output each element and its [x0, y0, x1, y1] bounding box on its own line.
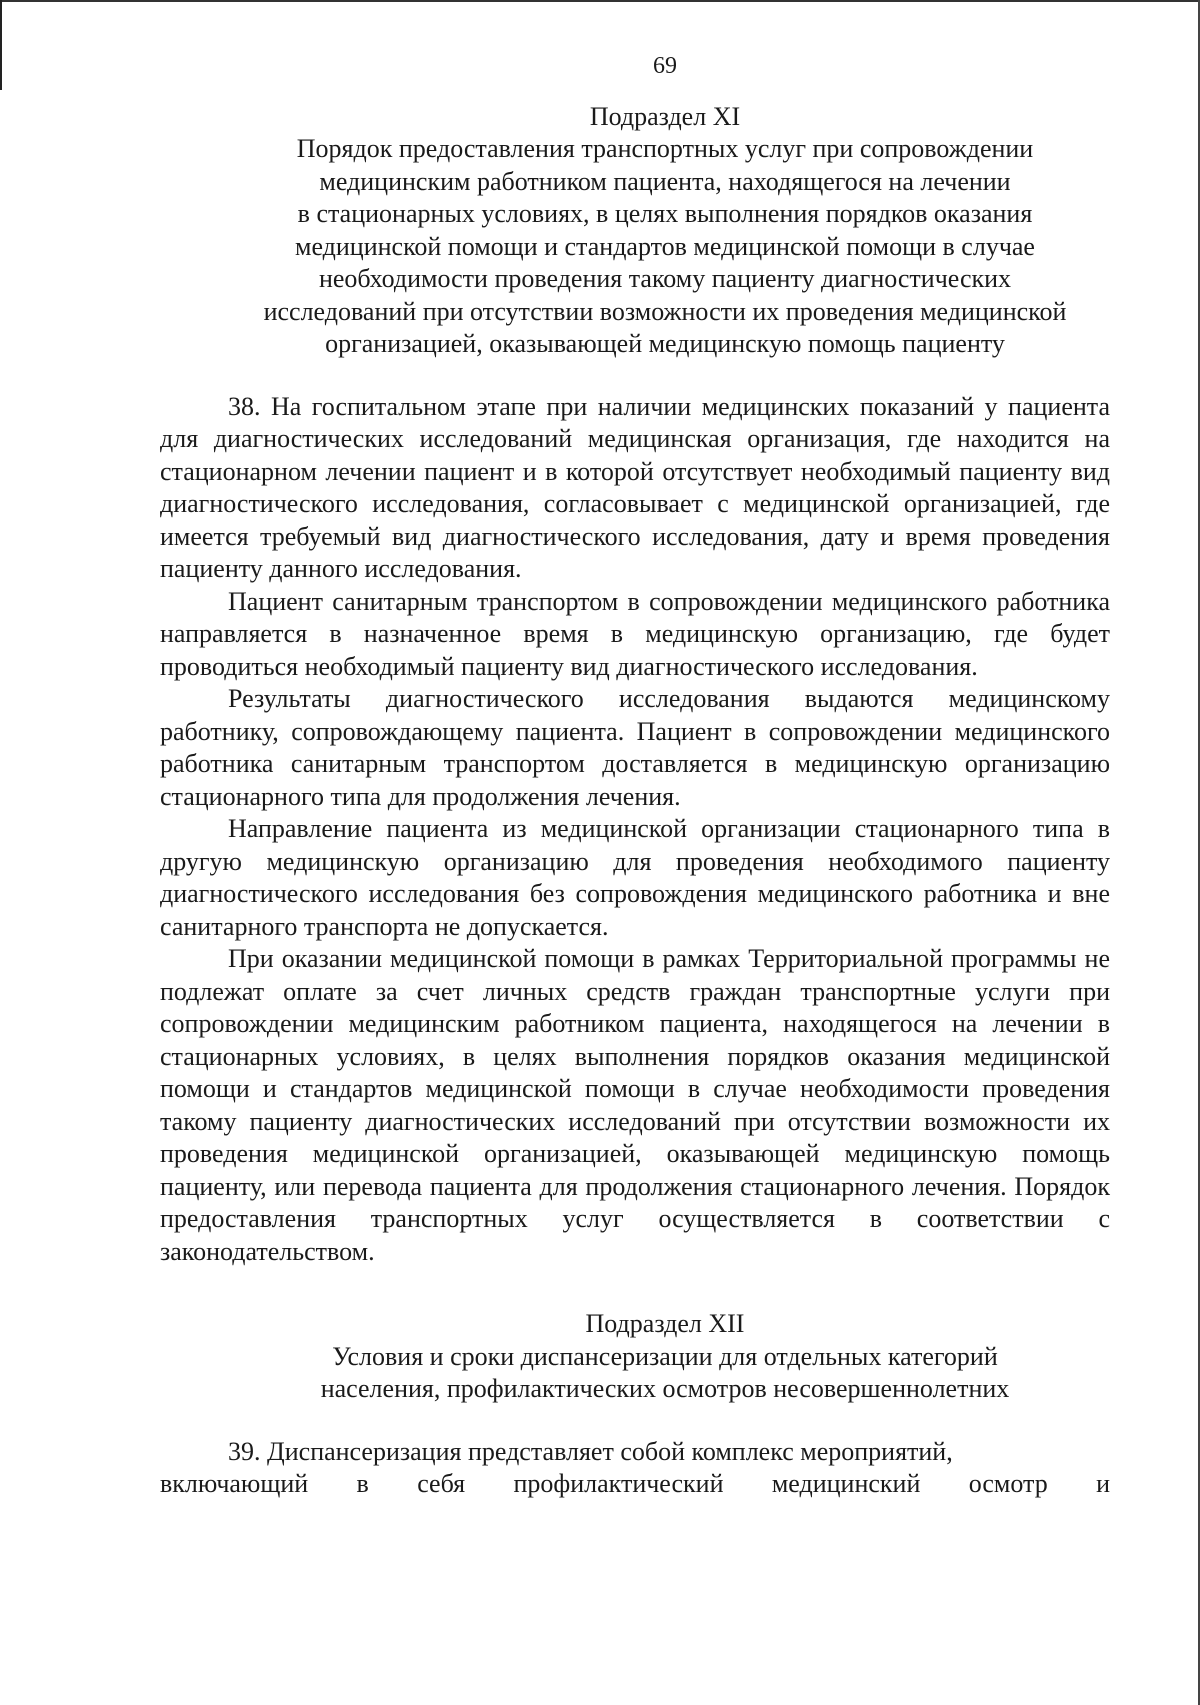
title-line: исследований при отсутствии возможности их проведения медицинской [263, 296, 1067, 326]
subsection-12-title [190, 1341, 1140, 1406]
document-page [160, 50, 1110, 1501]
title-line: медицинским работником пациента, находящегося на лечении [319, 166, 1011, 196]
scan-edge-top [0, 0, 1200, 2]
paragraph-39 [160, 1436, 1110, 1469]
title-line: организацией, оказывающей медицинскую помощь пациенту [325, 329, 1005, 358]
title-line: Порядок предоставления транспортных услуг при сопровождении [296, 134, 1034, 163]
title-line: медицинской помощи и стандартов медицинской помощи в случае [295, 231, 1035, 261]
paragraph-39-start: 39. Диспансеризация представляет собой комплекс мероприятий, [228, 1436, 953, 1466]
paragraph-39-tail: включающий в себя профилактический медицинский осмотр и [160, 1469, 1110, 1498]
paragraph: Пациент санитарным транспортом в сопровождении медицинского работника направляется в назначенное время в медицинскую организацию, где будет проводиться необходимый пациенту вид диагностического исследования. [160, 586, 1110, 681]
title-line: в стационарных условиях, в целях выполнения порядков оказания [297, 199, 1033, 228]
paragraph-38: 38. На госпитальном этапе при наличии медицинских показаний у пациента для диагностических исследований медицинская организация, где находится на стационарном лечении пациент и в которой отсутствует необходимый пациенту вид диагностического исследования, согласовывает с медицинской организацией, где имеется требуемый вид диагностического исследования, дату и время проведения пациенту данного исследования. [160, 391, 1110, 583]
title-line: необходимости проведения такому пациенту диагностических [318, 264, 1012, 293]
subsection-11-heading: Подраздел XI [589, 101, 741, 131]
paragraph: Направление пациента из медицинской организации стационарного типа в другую медицинскую организацию для проведения необходимого пациенту диагностического исследования без сопровождения медицинского работника и вне санитарного транспорта не допускается. [160, 814, 1110, 941]
title-line: населения, профилактических осмотров несовершеннолетних [320, 1374, 1010, 1403]
page-number: 69 [653, 53, 677, 79]
scan-edge-left [0, 0, 2, 90]
paragraph: При оказании медицинской помощи в рамках Территориальной программы не подлежат оплате за счет личных средств граждан транспортные услуги при сопровождении медицинским работником пациента, находящегося на лечении в стационарных условиях, в целях выполнения порядков оказания медицинской помощи и стандартов медицинской помощи в случае необходимости проведения такому пациенту диагностических исследований при отсутствии возможности их проведения медицинской организацией, оказывающей медицинскую помощь пациенту, или перевода пациента для продолжения стационарного лечения. Порядок предоставления транспортных услуг осуществляется в соответствии с законодательством. [160, 944, 1110, 1266]
title-line: Условия и сроки диспансеризации для отдельных категорий [332, 1341, 998, 1371]
paragraph: Результаты диагностического исследования выдаются медицинскому работнику, сопровождающему пациента. Пациент в сопровождении медицинского работника санитарным транспортом доставляется в медицинскую организацию стационарного типа для продолжения лечения. [160, 684, 1110, 811]
subsection-11-title [190, 133, 1140, 361]
subsection-12-heading: Подраздел XII [585, 1309, 745, 1338]
